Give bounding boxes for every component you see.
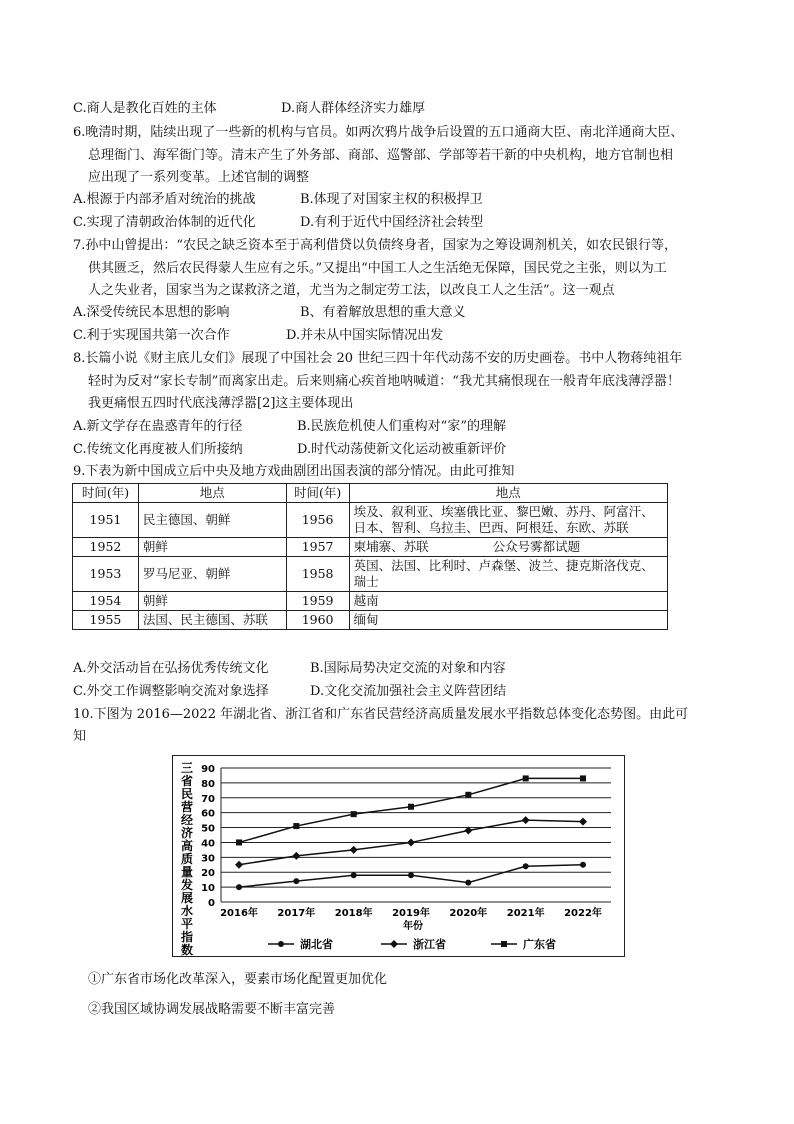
table-header-row: [73, 484, 668, 503]
q6-option-c: C.实现了清朝政治体制的近代化: [73, 215, 256, 230]
data-point-square: [465, 792, 471, 798]
table-cell-place: [349, 538, 667, 557]
x-tick-label: 2016年: [220, 908, 258, 919]
table-cell-place: 朝鲜: [138, 592, 286, 611]
performance-table: [72, 483, 668, 630]
y-tick-label: 60: [201, 808, 215, 820]
line-chart-frame: [172, 755, 625, 957]
y-tick-label: 30: [201, 853, 215, 865]
statement-1: ①广东省市场化改革深入，要素市场化配置更加优化: [88, 972, 388, 987]
legend-label: 湖北省: [300, 938, 333, 951]
data-point-square: [408, 804, 414, 810]
q9-stem: 9.下表为新中国成立后中央及地方戏曲剧团出国表演的部分情况。由此可推知: [73, 464, 515, 479]
y-tick-label: 70: [201, 793, 215, 805]
y-axis-label-char: 营: [180, 800, 194, 814]
table-cell-year: 1957: [286, 538, 349, 557]
data-point-circle: [293, 878, 299, 884]
table-cell-year: 1960: [286, 611, 349, 630]
data-point-diamond: [292, 852, 300, 860]
q6-option-b: B.体现了对国家主权的积极捍卫: [300, 192, 483, 207]
table-cell-place: 朝鲜: [138, 538, 286, 557]
y-axis-label-char: 平: [180, 917, 194, 931]
y-axis-label-char: 高: [180, 839, 194, 853]
data-point-diamond: [522, 816, 530, 824]
table-row: [73, 503, 668, 538]
data-point-square: [580, 775, 586, 781]
q7-option-b: B、有着解放思想的重大意义: [300, 305, 466, 320]
y-axis-label-char: 量: [180, 865, 194, 879]
data-point-circle: [465, 880, 471, 886]
y-axis-label-char: 水: [180, 904, 194, 918]
data-point-square: [351, 811, 357, 817]
table-cell-year: 1951: [73, 503, 139, 538]
table-cell-year: 1958: [286, 557, 349, 592]
table-row: [73, 538, 668, 557]
y-axis-label-char: 指: [180, 930, 194, 944]
data-point-circle: [351, 872, 357, 878]
q9-option-a: A.外交活动旨在弘扬优秀传统文化: [73, 661, 269, 676]
q10-stem-line1: 10.下图为 2016—2022 年湖北省、浙江省和广东省民营经济高质量发展水平指数总体变化态势图。由此可: [73, 707, 689, 722]
data-point-circle: [408, 872, 414, 878]
table-cell-place-text: 柬埔寨、苏联: [353, 539, 429, 554]
table-header-cell: 时间(年): [286, 484, 349, 503]
legend-marker: [390, 940, 398, 948]
series-line-square: [239, 778, 583, 842]
q9-option-d: D.文化交流加强社会主义阵营团结: [310, 684, 507, 699]
q8-option-c: C.传统文化再度被人们所接纳: [73, 442, 243, 457]
data-point-square: [293, 823, 299, 829]
q8-stem-line2: 轻时为反对“家长专制”而离家出走。后来则痛心疾首地呐喊道：“我尤其痛恨现在一般青年底浅薄浮嚣！: [88, 374, 680, 389]
table-header-cell: 地点: [349, 484, 667, 503]
table-cell-year: 1959: [286, 592, 349, 611]
y-axis-label-char: 展: [180, 891, 194, 905]
q6-option-d: D.有利于近代中国经济社会转型: [300, 215, 484, 230]
table-header-cell: 时间(年): [73, 484, 139, 503]
q6-stem-line3: 应出现了一系列变革。上述官制的调整: [88, 170, 310, 185]
y-tick-label: 0: [208, 898, 215, 909]
q6-option-a: A.根源于内部矛盾对统治的挑战: [73, 192, 256, 207]
table-row: [73, 557, 668, 592]
table-cell-place: 罗马尼亚、朝鲜: [138, 557, 286, 592]
table-cell-place: 英国、法国、比利时、卢森堡、波兰、捷克斯洛伐克、瑞士: [349, 557, 667, 592]
y-axis-label-char: 数: [180, 943, 194, 956]
q9-option-b: B.国际局势决定交流的对象和内容: [310, 661, 506, 676]
data-point-diamond: [235, 861, 243, 869]
table-cell-year: 1955: [73, 611, 139, 630]
x-tick-label: 2021年: [506, 908, 545, 919]
legend-label: 广东省: [523, 938, 556, 951]
y-tick-label: 80: [201, 778, 215, 790]
table-header-cell: 地点: [138, 484, 286, 503]
q8-stem-line1: 8.长篇小说《财主底儿女们》展现了中国社会 20 世纪三四十年代动荡不安的历史画卷。书中人物蒋纯祖年: [73, 351, 683, 366]
q7-stem-line2: 供其匮乏，然后农民得蒙人生应有之乐。”又提出“中国工人之生活绝无保障，国民党之主张，则以为工: [88, 261, 667, 276]
data-point-square: [523, 775, 529, 781]
q5-option-c: C.商人是教化百姓的主体: [73, 101, 217, 116]
q8-option-d: D.时代动荡使新文化运动被重新评价: [297, 442, 507, 457]
table-cell-place: 民主德国、朝鲜: [138, 503, 286, 538]
q8-option-b: B.民族危机使人们重构对“家”的理解: [297, 419, 506, 434]
line-chart: [173, 756, 624, 956]
x-tick-label: 2020年: [449, 908, 488, 919]
data-point-diamond: [350, 846, 358, 854]
table-cell-year: 1953: [73, 557, 139, 592]
q5-option-d: D.商人群体经济实力雄厚: [281, 101, 426, 116]
table-row: [73, 611, 668, 630]
x-axis-label: 年份: [403, 921, 423, 932]
y-tick-label: 50: [201, 823, 215, 835]
table-cell-year: 1956: [286, 503, 349, 538]
y-axis-label-char: 济: [180, 826, 194, 840]
data-point-circle: [523, 863, 529, 869]
data-point-diamond: [407, 838, 415, 846]
q7-option-d: D.并未从中国实际情况出发: [286, 328, 444, 343]
watermark-text: 公众号雾都试题: [492, 539, 581, 554]
table-cell-place: 埃及、叙利亚、埃塞俄比亚、黎巴嫩、苏丹、阿富汗、日本、智利、乌拉圭、巴西、阿根廷、东欧、苏联: [349, 503, 667, 538]
y-tick-label: 10: [201, 883, 215, 895]
legend-marker: [501, 941, 507, 947]
y-tick-label: 40: [201, 838, 215, 850]
x-tick-label: 2022年: [564, 908, 602, 919]
y-axis-label-char: 三: [180, 761, 194, 775]
data-point-square: [236, 839, 242, 845]
q7-option-a: A.深受传统民本思想的影响: [73, 305, 230, 320]
q7-stem-line3: 人之失业者，国家当为之谋救济之道，尤当为之制定劳工法，以改良工人之生活”。这一观点: [88, 283, 615, 298]
q6-stem-line2: 总理衙门、海军衙门等。清末产生了外务部、商部、巡警部、学部等若干新的中央机构，地方官制也相: [88, 148, 674, 163]
y-tick-label: 90: [201, 764, 215, 775]
q10-stem-line2: 知: [73, 729, 87, 744]
data-point-diamond: [579, 818, 587, 826]
legend-marker: [278, 941, 284, 947]
table-cell-place: 缅甸: [349, 611, 667, 630]
q7-option-c: C.利于实现国共第一次合作: [73, 328, 230, 343]
q7-stem-line1: 7.孙中山曾提出：“农民之缺乏资本至于高利借贷以负债终身者，国家为之筹设调剂机关，如农民银行等，: [73, 238, 678, 253]
q6-stem-line1: 6.晚清时期，陆续出现了一些新的机构与官员。如两次鸦片战争后设置的五口通商大臣、南北洋通商大臣、: [73, 125, 684, 140]
data-point-circle: [236, 884, 242, 890]
x-tick-label: 2017年: [277, 908, 316, 919]
y-axis-label-char: 民: [180, 787, 194, 801]
legend-label: 浙江省: [413, 938, 446, 951]
table-cell-year: 1954: [73, 592, 139, 611]
y-axis-label-char: 发: [180, 878, 194, 892]
x-tick-label: 2019年: [392, 908, 430, 919]
q9-option-c: C.外交工作调整影响交流对象选择: [73, 684, 269, 699]
y-axis-label-char: 经: [180, 813, 194, 827]
table-cell-place: 越南: [349, 592, 667, 611]
table-cell-place: 法国、民主德国、苏联: [138, 611, 286, 630]
table-cell-year: 1952: [73, 538, 139, 557]
statement-2: ②我国区域协调发展战略需要不断丰富完善: [88, 1002, 336, 1017]
y-tick-label: 20: [201, 868, 215, 880]
q8-option-a: A.新文学存在蛊惑青年的行径: [73, 419, 243, 434]
table-row: [73, 592, 668, 611]
data-point-circle: [580, 862, 586, 868]
y-axis-label-char: 质: [180, 852, 194, 866]
x-tick-label: 2018年: [334, 908, 373, 919]
y-axis-label-char: 省: [180, 774, 194, 788]
q8-stem-line3: 我更痛恨五四时代底浅薄浮嚣[2]这主要体现出: [88, 396, 354, 411]
